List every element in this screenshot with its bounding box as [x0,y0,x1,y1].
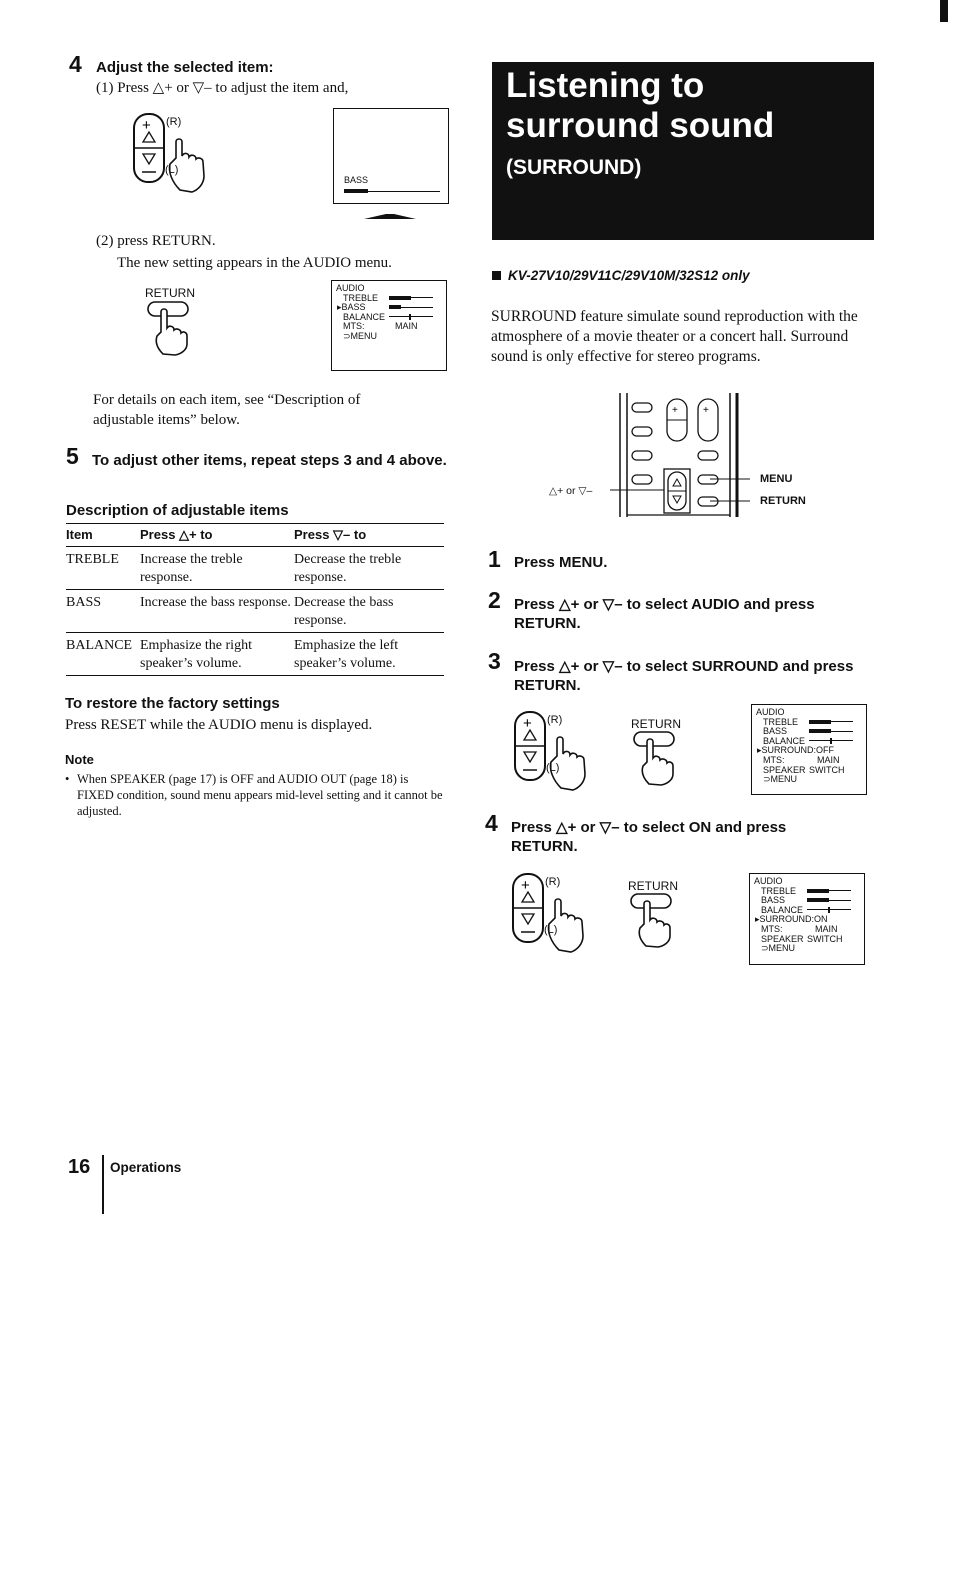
menu-footer: ⊃MENU [761,943,796,954]
note-title: Note [65,752,94,767]
restore-body: Press RESET while the AUDIO menu is displayed. [65,717,373,733]
menu-row-label: MTS: [343,321,365,332]
svg-text:+: + [672,405,678,416]
section-name: Operations [110,1160,182,1175]
footer-divider [102,1155,104,1214]
menu-footer: ⊃MENU [763,774,798,785]
description-table [66,523,444,676]
step-5-title: To adjust other items, repeat steps 3 and 4 above. [92,452,447,469]
note-body [65,771,443,819]
cell-item: BASS [66,595,102,610]
menu-row-surround: ▸SURROUND:OFF [757,745,835,756]
mts-value: MAIN [817,754,840,765]
banner-title-line-2: surround sound [506,106,775,145]
svg-text:+: + [521,877,530,894]
header-item: Item [66,527,93,542]
cell-minus: Emphasize the left speaker’s volume. [294,638,399,671]
treble-bar [809,720,853,724]
mts-value: MAIN [395,321,418,332]
bass-bar [809,729,853,733]
menu-row-label: BASS [763,726,788,737]
tv-stand [364,206,416,211]
return-button-illustration [628,892,678,948]
return-label: RETURN [628,879,678,893]
table-header-row [66,524,444,547]
right-step-3-text: Press △+ or ▽– to select SURROUND and press RETURN. [514,658,854,694]
step-5-number: 5 [66,443,79,469]
right-step-2-text: Press △+ or ▽– to select AUDIO and press RETURN. [514,596,815,632]
speaker-value: SWITCH [807,933,843,944]
menu-title: AUDIO [336,283,365,293]
step-4-substep-2-note: The new setting appears in the AUDIO menu. [117,255,392,271]
treble-bar [807,889,851,893]
menu-row-label: BALANCE [763,735,806,746]
bass-screen-label: BASS [344,175,369,185]
updown-label: △+ or ▽– [549,485,593,497]
right-step-1-number: 1 [488,546,501,572]
table-row [66,590,444,633]
restore-title: To restore the factory settings [65,695,280,712]
menu-title: AUDIO [756,707,785,717]
menu-row-label: MTS: [763,754,785,765]
cell-plus: Emphasize the right speaker’s volume. [140,638,252,671]
right-step-2-number: 2 [488,587,501,613]
page-edge-mark [940,0,948,22]
svg-text:+: + [142,117,151,134]
model-list: KV-27V10/29V11C/29V10M/32S12 only [508,268,750,283]
tv-screen-bass [333,108,449,204]
bass-level-bar [344,189,440,193]
svg-text:+: + [523,715,532,732]
menu-row-label: BALANCE [343,311,386,322]
mts-value: MAIN [815,923,838,934]
menu-row-label: TREBLE [343,292,379,303]
cell-item: BALANCE [66,638,133,653]
table-heading: Description of adjustable items [66,502,289,519]
title-banner [492,62,874,240]
right-channel-label: (R) [545,876,561,888]
menu-row-label: MTS: [761,923,783,934]
step-4-title: Adjust the selected item: [96,59,274,76]
menu-row-label: SPEAKER [763,764,806,775]
cell-plus: Increase the bass response. [140,595,291,610]
right-step-4-text: Press △+ or ▽– to select ON and press RETURN. [511,819,787,855]
left-channel-label: (L) [165,164,179,176]
left-channel-label: (L) [544,924,558,936]
balance-bar [809,739,853,743]
return-button-label: RETURN [760,495,806,507]
left-channel-label: (L) [546,762,560,774]
note-text: When SPEAKER (page 17) is OFF and AUDIO OUT (page 18) is FIXED condition, sound menu appears mid-level setting and it cannot be adjusted. [77,772,443,818]
menu-row-label: SPEAKER [761,933,804,944]
menu-row-label: ▸BASS [337,302,366,313]
return-label: RETURN [631,717,681,731]
bass-bar [807,898,851,902]
right-channel-label: (R) [166,116,182,128]
menu-footer: ⊃MENU [343,330,378,341]
return-label: RETURN [145,286,195,300]
remote-control-illustration [610,393,750,521]
audio-menu-surround-off [751,704,867,795]
header-press-minus: Press ▽– to [294,527,367,542]
svg-text:+: + [703,405,709,416]
cell-minus: Decrease the treble response. [294,552,402,585]
balance-bar [807,908,851,912]
menu-title: AUDIO [754,876,783,886]
cell-minus: Decrease the bass response. [294,595,394,628]
menu-row-label: TREBLE [763,716,799,727]
return-button-illustration [631,730,681,786]
step-4-substep-1: (1) Press △+ or ▽– to adjust the item and, [96,80,349,96]
bass-bar [389,305,433,309]
banner-title-line-1: Listening to [506,66,705,105]
right-step-4-number: 4 [485,810,498,836]
banner-subtitle: (SURROUND) [506,156,642,179]
surround-intro: SURROUND feature simulate sound reproduction with the atmosphere of a movie theater or a concert hall. Surround sound is only effective for stereo programs. [491,308,858,365]
cell-item: TREBLE [66,552,119,567]
table-row [66,547,444,590]
menu-button-label: MENU [760,473,793,485]
menu-row-label: BASS [761,895,786,906]
return-button-illustration [145,300,195,356]
table-row [66,633,444,676]
page-number: 16 [68,1156,91,1178]
bullet-icon: • [65,772,70,786]
cell-plus: Increase the treble response. [140,552,243,585]
step-4-substep-2: (2) press RETURN. [96,233,216,249]
audio-menu-bass-selected [331,280,447,371]
step-4-number: 4 [69,51,82,77]
details-note: For details on each item, see “Description of adjustable items” below. [93,392,361,428]
speaker-value: SWITCH [809,764,845,775]
menu-row-label: TREBLE [761,885,797,896]
right-step-1-text: Press MENU. [514,554,608,571]
header-press-plus: Press △+ to [140,527,213,542]
balance-bar [389,315,433,319]
square-bullet-icon [492,271,501,280]
treble-bar [389,296,433,300]
menu-row-label: BALANCE [761,904,804,915]
right-channel-label: (R) [547,714,563,726]
menu-row-surround: ▸SURROUND:ON [755,914,828,925]
right-step-3-number: 3 [488,648,501,674]
audio-menu-surround-on [749,873,865,965]
